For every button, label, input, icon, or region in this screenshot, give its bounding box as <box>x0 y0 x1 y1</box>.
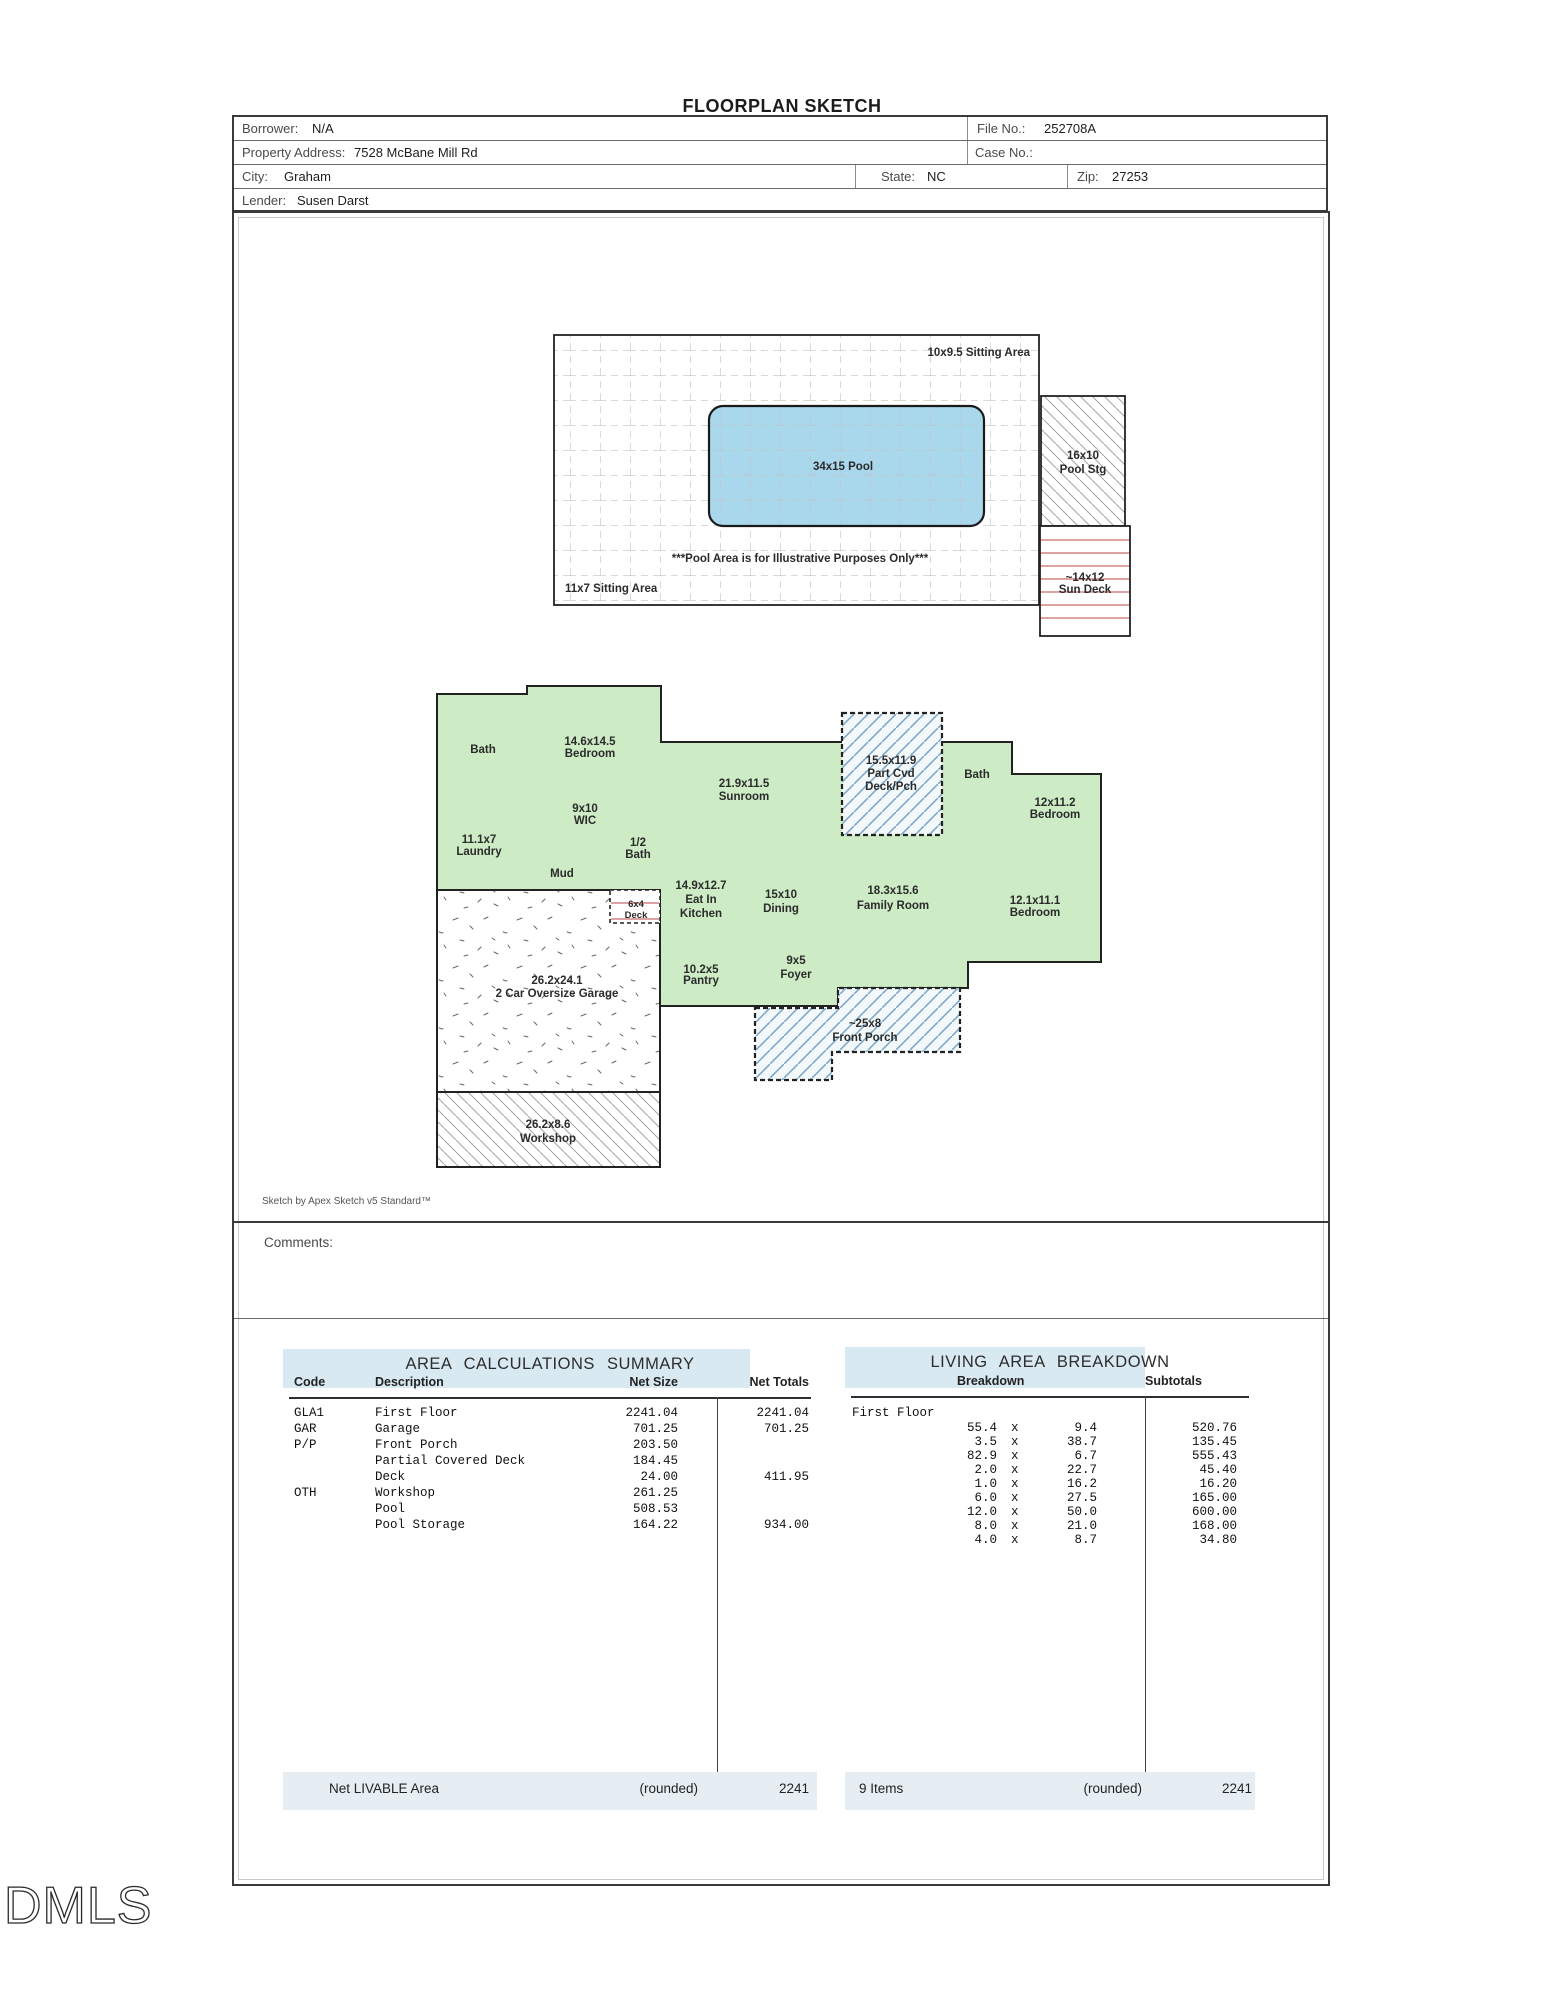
cell-mult: x <box>1011 1435 1019 1449</box>
room-label-part-cvd-deck: 15.5x11.9 <box>865 755 917 767</box>
room-label-sitting-area-top: 10x9.5 Sitting Area <box>927 347 1030 359</box>
cell-size: 2241.04 <box>625 1406 678 1420</box>
borrower-label: Borrower: <box>242 121 299 136</box>
area-table-title: AREA CALCULATIONS SUMMARY <box>405 1355 695 1373</box>
cell-code: GLA1 <box>294 1406 325 1420</box>
room-label-bedroom: Bedroom <box>564 748 616 760</box>
cell-mult: x <box>1011 1477 1019 1491</box>
file-no-value: 252708A <box>1044 121 1097 136</box>
cell-desc: First Floor <box>375 1406 458 1420</box>
divider <box>717 1397 718 1809</box>
cell-dim-b: 38.7 <box>1066 1435 1097 1449</box>
borrower-value: N/A <box>312 121 334 136</box>
cell-subtotal: 168.00 <box>1191 1519 1237 1533</box>
divider <box>855 165 856 188</box>
cell-mult: x <box>1011 1519 1019 1533</box>
cell-total: 701.25 <box>763 1422 809 1436</box>
room-label-dining: 15x10 <box>765 889 797 901</box>
cell-dim-a: 8.0 <box>974 1519 997 1533</box>
cell-dim-a: 1.0 <box>974 1477 997 1491</box>
house-outline <box>437 686 1101 1167</box>
sketch-credit: Sketch by Apex Sketch v5 Standard™ <box>262 1196 431 1207</box>
cell-size: 203.50 <box>632 1438 678 1452</box>
divider <box>851 1396 1249 1398</box>
col-header-breakdown: Breakdown <box>957 1374 1025 1388</box>
cell-total: 934.00 <box>763 1518 809 1532</box>
room-label-garage: 2 Car Oversize Garage <box>495 988 619 1000</box>
cell-subtotal: 165.00 <box>1191 1491 1237 1505</box>
state-label: State: <box>881 169 915 184</box>
page-title: FLOORPLAN SKETCH <box>682 96 882 116</box>
zip-value: 27253 <box>1112 169 1149 184</box>
divider <box>1067 165 1068 188</box>
pool-disclaimer: ***Pool Area is for Illustrative Purposes Only*** <box>671 553 929 565</box>
room-label-bath: Bath <box>964 769 990 781</box>
room-label-foyer: Foyer <box>780 969 812 981</box>
room-label-wic: WIC <box>573 815 597 827</box>
room-label-sitting-area-bottom: 11x7 Sitting Area <box>565 583 658 595</box>
divider <box>289 1397 811 1399</box>
room-label-bath: Bath <box>470 744 496 756</box>
cell-size: 508.53 <box>632 1502 678 1516</box>
living-total-value: 2241 <box>1221 1781 1252 1796</box>
rounded-label: (rounded) <box>1083 1781 1142 1796</box>
cell-dim-b: 8.7 <box>1074 1533 1097 1547</box>
room-label-sunroom: 21.9x11.5 <box>718 778 770 790</box>
cell-mult: x <box>1011 1533 1019 1547</box>
col-header-description: Description <box>375 1375 444 1389</box>
room-label-mud: Mud <box>550 868 574 880</box>
cell-mult: x <box>1011 1463 1019 1477</box>
room-label-laundry: Laundry <box>456 846 502 858</box>
cell-dim-a: 12.0 <box>966 1505 997 1519</box>
cell-dim-a: 3.5 <box>974 1435 997 1449</box>
room-label-workshop: 26.2x8.6 <box>525 1119 571 1131</box>
header-form <box>232 115 1328 212</box>
cell-total: 411.95 <box>763 1470 809 1484</box>
room-label-sun-deck: ~14x12 <box>1065 572 1105 584</box>
property-value: 7528 McBane Mill Rd <box>354 145 478 160</box>
room-label-family-room: Family Room <box>856 900 930 912</box>
room-label-pantry: Pantry <box>683 975 719 987</box>
cell-dim-b: 9.4 <box>1074 1421 1097 1435</box>
cell-mult: x <box>1011 1491 1019 1505</box>
cell-dim-a: 2.0 <box>974 1463 997 1477</box>
room-label-front-porch: Front Porch <box>832 1032 898 1044</box>
cell-dim-b: 16.2 <box>1066 1477 1097 1491</box>
cell-dim-b: 22.7 <box>1066 1463 1097 1477</box>
cell-code: P/P <box>294 1438 317 1452</box>
rounded-label: (rounded) <box>639 1781 698 1796</box>
cell-desc: Front Porch <box>375 1438 458 1452</box>
pool-area <box>554 335 1130 636</box>
net-livable-label: Net LIVABLE Area <box>329 1781 440 1796</box>
room-label-bedroom: 12.1x11.1 <box>1009 895 1061 907</box>
room-label-garage: 26.2x24.1 <box>531 975 583 987</box>
floorplan-sketch <box>234 213 1330 1221</box>
room-label-front-porch: ~25x8 <box>848 1018 882 1030</box>
property-label: Property Address: <box>242 145 346 160</box>
room-label-sun-deck: Sun Deck <box>1058 584 1112 596</box>
form-row-lender <box>234 189 1326 212</box>
room-label-pantry: 10.2x5 <box>683 964 719 976</box>
cell-desc: Workshop <box>375 1486 436 1500</box>
cell-dim-b: 6.7 <box>1074 1449 1097 1463</box>
room-label-wic: 9x10 <box>572 803 598 815</box>
cell-desc: Garage <box>375 1422 421 1436</box>
divider <box>234 1318 1328 1319</box>
form-row-borrower <box>234 117 1326 141</box>
cell-subtotal: 555.43 <box>1191 1449 1237 1463</box>
cell-size: 184.45 <box>632 1454 678 1468</box>
room-label-part-cvd-deck: Part Cvd <box>867 768 915 780</box>
dmls-watermark: DMLS <box>4 1877 153 1935</box>
col-header-subtotals: Subtotals <box>1145 1374 1202 1388</box>
cell-dim-a: 82.9 <box>966 1449 997 1463</box>
living-table-title: LIVING AREA BREAKDOWN <box>930 1353 1170 1371</box>
city-label: City: <box>242 169 268 184</box>
cell-size: 24.00 <box>640 1470 678 1484</box>
room-label-dining: Dining <box>763 903 799 915</box>
area-calculations-table <box>283 1349 817 1814</box>
zip-label: Zip: <box>1077 169 1099 184</box>
room-label-half-bath: Bath <box>625 849 651 861</box>
col-header-net-size: Net Size <box>629 1375 678 1389</box>
room-label-foyer: 9x5 <box>786 955 806 967</box>
cell-subtotal: 520.76 <box>1191 1421 1237 1435</box>
col-header-code: Code <box>294 1375 326 1389</box>
room-label-laundry: 11.1x7 <box>461 834 497 846</box>
form-row-property <box>234 141 1326 165</box>
room-label-deck: Deck <box>624 910 648 921</box>
room-label-half-bath: 1/2 <box>630 837 646 849</box>
room-label-bedroom: 12x11.2 <box>1034 797 1076 809</box>
state-value: NC <box>927 169 946 184</box>
cell-desc: Pool Storage <box>375 1518 466 1532</box>
room-label-workshop: Workshop <box>519 1133 577 1145</box>
cell-dim-a: 6.0 <box>974 1491 997 1505</box>
room-label-family-room: 18.3x15.6 <box>867 885 919 897</box>
cell-mult: x <box>1011 1421 1019 1435</box>
lender-value: Susen Darst <box>297 193 369 208</box>
city-value: Graham <box>284 169 331 184</box>
net-livable-value: 2241 <box>778 1781 809 1796</box>
room-label-deck: 6x4 <box>628 899 644 910</box>
cell-code: GAR <box>294 1422 317 1436</box>
room-label-sunroom: Sunroom <box>718 791 770 803</box>
room-label-kitchen: Kitchen <box>679 908 723 920</box>
cell-subtotal: 16.20 <box>1199 1477 1237 1491</box>
items-count: 9 Items <box>859 1781 904 1796</box>
cell-size: 164.22 <box>632 1518 678 1532</box>
divider <box>234 1221 1328 1223</box>
cell-code: OTH <box>294 1486 317 1500</box>
case-no-label: Case No.: <box>975 145 1033 160</box>
divider <box>1145 1396 1146 1807</box>
comments-label: Comments: <box>264 1235 334 1250</box>
section-label: First Floor <box>852 1406 935 1420</box>
cell-subtotal: 600.00 <box>1191 1505 1237 1519</box>
room-label-bedroom: Bedroom <box>1009 907 1061 919</box>
cell-desc: Pool <box>375 1502 406 1516</box>
cell-dim-b: 21.0 <box>1066 1519 1097 1533</box>
cell-subtotal: 45.40 <box>1199 1463 1237 1477</box>
room-label-pool: 34x15 Pool <box>812 461 874 473</box>
col-header-net-totals: Net Totals <box>749 1375 809 1389</box>
divider <box>967 117 968 140</box>
cell-size: 701.25 <box>632 1422 678 1436</box>
cell-mult: x <box>1011 1505 1019 1519</box>
room-label-part-cvd-deck: Deck/Pch <box>865 781 917 793</box>
cell-total: 2241.04 <box>756 1406 809 1420</box>
divider <box>967 141 968 164</box>
form-row-city <box>234 165 1326 189</box>
cell-desc: Deck <box>375 1470 406 1484</box>
cell-dim-a: 4.0 <box>974 1533 997 1547</box>
room-label-bedroom: Bedroom <box>1029 809 1081 821</box>
room-label-kitchen: Eat In <box>685 894 717 906</box>
room-label-bedroom: 14.6x14.5 <box>564 736 616 748</box>
cell-dim-b: 27.5 <box>1066 1491 1097 1505</box>
room-label-kitchen: 14.9x12.7 <box>675 880 727 892</box>
room-label-pool-stg: Pool Stg <box>1059 464 1107 476</box>
cell-desc: Partial Covered Deck <box>375 1454 526 1468</box>
living-area-table <box>845 1347 1255 1814</box>
cell-subtotal: 135.45 <box>1191 1435 1237 1449</box>
room-label-pool-stg: 16x10 <box>1067 450 1099 462</box>
cell-size: 261.25 <box>632 1486 678 1500</box>
cell-subtotal: 34.80 <box>1199 1533 1237 1547</box>
cell-mult: x <box>1011 1449 1019 1463</box>
lender-label: Lender: <box>242 193 287 208</box>
cell-dim-b: 50.0 <box>1066 1505 1097 1519</box>
cell-dim-a: 55.4 <box>966 1421 997 1435</box>
file-no-label: File No.: <box>977 121 1026 136</box>
